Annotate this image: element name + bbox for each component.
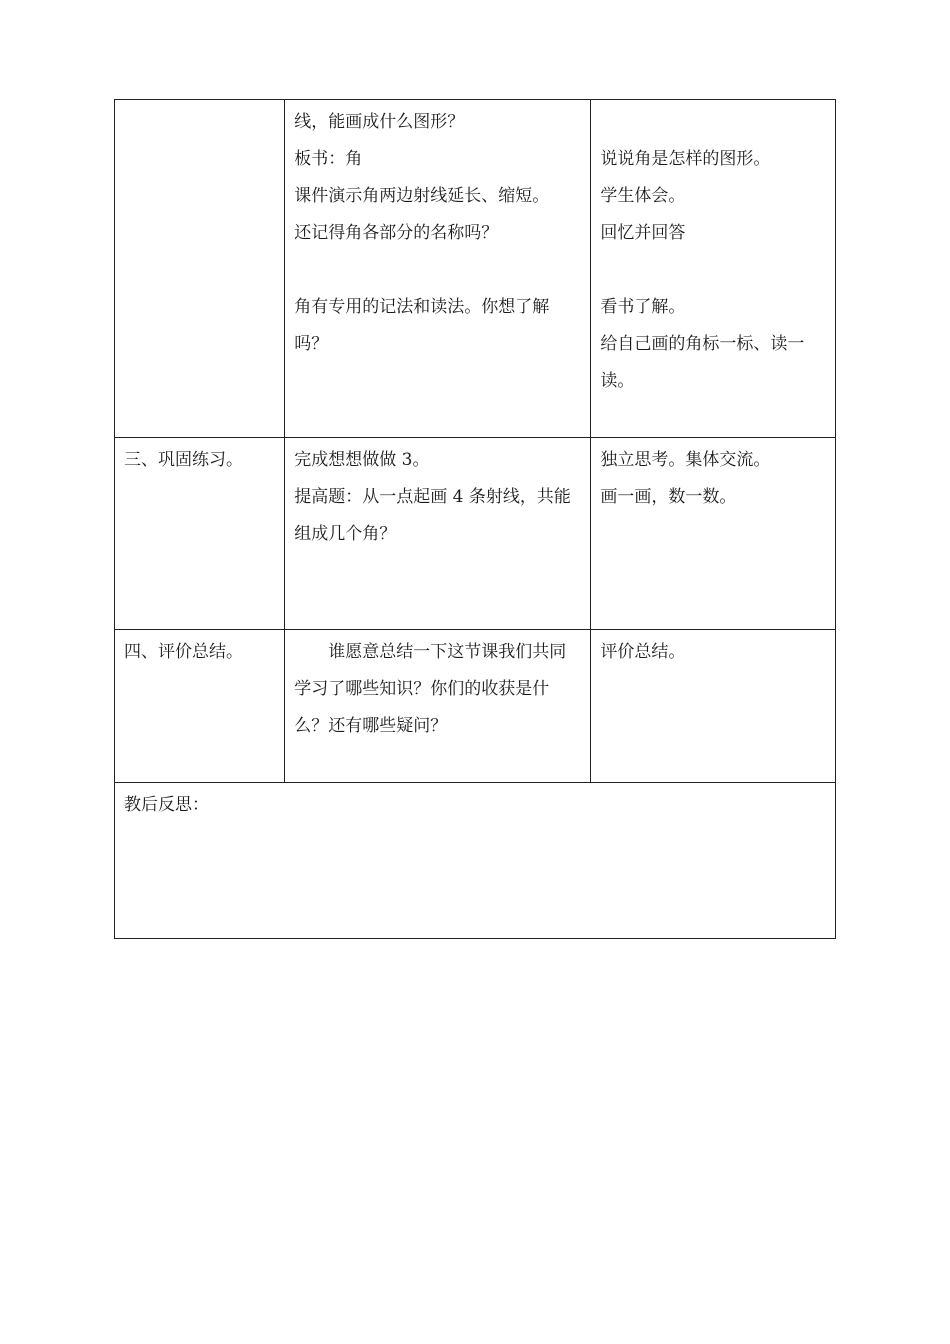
stage-label: 三、巩固练习。 [124, 450, 243, 470]
teacher-activity-cell [285, 630, 591, 783]
teacher-line: 还记得角各部分的名称吗？ [294, 223, 499, 243]
student-line [600, 104, 827, 141]
stage-cell [115, 630, 285, 783]
stage-cell [115, 100, 285, 438]
student-line [600, 252, 827, 289]
student-activity-cell [591, 100, 836, 438]
student-line: 学生体会。 [600, 186, 686, 206]
student-line: 给自己画的角标一标、读一读。 [600, 334, 805, 391]
teacher-line [294, 252, 582, 289]
stage-cell [115, 438, 285, 630]
student-line: 评价总结。 [600, 642, 686, 662]
student-line: 回忆并回答 [600, 223, 686, 243]
student-line: 独立思考。集体交流。 [600, 450, 771, 470]
teacher-line: 提高题：从一点起画 4 条射线，共能组成几个角？ [294, 487, 571, 544]
teacher-line: 谁愿意总结一下这节课我们共同学习了哪些知识？你们的收获是什么？还有哪些疑问？ [294, 642, 567, 736]
student-activity-cell [591, 438, 836, 630]
teacher-line: 板书：角 [294, 149, 363, 169]
teacher-line: 角有专用的记法和读法。你想了解吗？ [294, 297, 550, 354]
teacher-line: 完成想想做做 3。 [294, 450, 430, 470]
reflection-cell [115, 783, 836, 939]
table-row [115, 783, 836, 939]
student-activity-cell [591, 630, 836, 783]
table-row [115, 100, 836, 438]
table-row [115, 630, 836, 783]
teacher-line: 线，能画成什么图形？ [294, 112, 465, 132]
student-line: 画一画，数一数。 [600, 487, 737, 507]
stage-label: 四、评价总结。 [124, 642, 243, 662]
teacher-activity-cell [285, 438, 591, 630]
student-line: 看书了解。 [600, 297, 686, 317]
reflection-label: 教后反思： [124, 795, 209, 815]
table-row [115, 438, 836, 630]
student-line: 说说角是怎样的图形。 [600, 149, 771, 169]
teacher-activity-cell [285, 100, 591, 438]
teacher-line: 课件演示角两边射线延长、缩短。 [294, 186, 550, 206]
stage-label [124, 104, 276, 141]
lesson-plan-table [114, 99, 836, 939]
